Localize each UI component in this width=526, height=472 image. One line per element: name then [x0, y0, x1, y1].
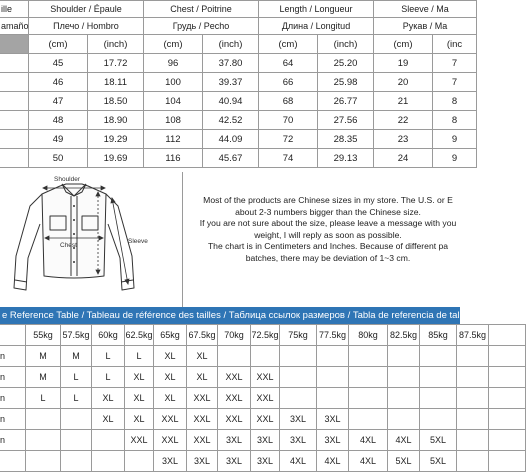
measurement-cell: 96	[144, 54, 203, 73]
table-row	[0, 73, 477, 92]
height-stub-cell: n	[0, 409, 26, 430]
measurement-cell: 37.80	[203, 54, 259, 73]
size-measurement-table	[0, 0, 477, 168]
size-label-cell	[0, 35, 29, 54]
measurement-cell: 64	[259, 54, 318, 73]
shoulder-label: Shoulder	[54, 176, 81, 183]
size-label-cell	[0, 111, 29, 130]
size-cell: 5XL	[420, 430, 457, 451]
measurement-cell: 25.20	[318, 54, 374, 73]
size-cell: XL	[125, 367, 154, 388]
note-line: If you are not sure about the size, please leave a message with you	[199, 218, 457, 229]
table-row	[0, 149, 477, 168]
size-cell	[61, 430, 92, 451]
size-cell: L	[26, 388, 61, 409]
size-cell: 3XL	[218, 430, 251, 451]
size-cell: 3XL	[280, 430, 317, 451]
size-cell: M	[26, 367, 61, 388]
size-cell	[349, 409, 388, 430]
measurement-cell: 7	[433, 73, 477, 92]
note-line: weight, I will reply as soon as possible.	[254, 229, 402, 240]
size-cell: XL	[154, 388, 187, 409]
weight-header-cell: 87.5kg	[457, 325, 489, 346]
length-header: Length / Longueur	[259, 1, 374, 18]
size-cell	[420, 346, 457, 367]
unit-cell: (inch)	[88, 35, 144, 54]
size-cell	[420, 409, 457, 430]
weight-header-cell: 67.5kg	[187, 325, 218, 346]
size-cell: L	[92, 346, 125, 367]
size-cell: XXL	[251, 409, 280, 430]
corner-cell	[0, 325, 26, 346]
size-cell	[349, 346, 388, 367]
size-cell	[349, 367, 388, 388]
weight-header-row	[0, 325, 526, 346]
weight-header-cell: 85kg	[420, 325, 457, 346]
size-cell: XL	[92, 388, 125, 409]
measurement-cell: 104	[144, 92, 203, 111]
size-cell	[317, 367, 349, 388]
size-cell	[489, 430, 526, 451]
size-cell: M	[61, 346, 92, 367]
size-rows	[0, 54, 477, 168]
unit-cell: (cm)	[374, 35, 433, 54]
weight-header-cell: 72.5kg	[251, 325, 280, 346]
size-cell	[26, 451, 61, 472]
size-label-cell	[0, 149, 29, 168]
size-cell: 3XL	[251, 451, 280, 472]
size-cell	[349, 388, 388, 409]
size-cell	[388, 367, 420, 388]
size-cell: XXL	[125, 430, 154, 451]
size-cell: 3XL	[317, 430, 349, 451]
table-row	[0, 130, 477, 149]
size-cell	[457, 451, 489, 472]
measurement-cell: 18.11	[88, 73, 144, 92]
sleeve-header-translated: Рукав / Ma	[374, 18, 477, 35]
shirt-diagram	[0, 172, 183, 307]
size-cell	[61, 451, 92, 472]
size-cell	[92, 451, 125, 472]
size-cell	[489, 451, 526, 472]
size-cell	[92, 430, 125, 451]
size-label-cell	[0, 130, 29, 149]
measurement-cell: 45.67	[203, 149, 259, 168]
size-cell: 3XL	[218, 451, 251, 472]
shoulder-header: Shoulder / Épaule	[29, 1, 144, 18]
measurement-cell: 116	[144, 149, 203, 168]
measurement-cell: 23	[374, 130, 433, 149]
size-header-translated: amaño	[0, 18, 29, 35]
table-row	[0, 54, 477, 73]
table-row	[0, 409, 526, 430]
size-cell	[457, 409, 489, 430]
size-cell: XXL	[218, 367, 251, 388]
weight-header-cell: 65kg	[154, 325, 187, 346]
weight-header-cell: 55kg	[26, 325, 61, 346]
measurement-cell: 21	[374, 92, 433, 111]
measurement-cell: 74	[259, 149, 318, 168]
measurement-cell: 9	[433, 149, 477, 168]
measurement-cell: 29.13	[318, 149, 374, 168]
size-cell: 4XL	[349, 430, 388, 451]
size-header: ille	[0, 1, 29, 18]
table-row	[0, 367, 526, 388]
note-line: about 2-3 numbers bigger than the Chinese size.	[235, 206, 421, 217]
unit-cell: (cm)	[29, 35, 88, 54]
measurement-cell: 8	[433, 111, 477, 130]
size-cell: XL	[187, 367, 218, 388]
measurement-cell: 45	[29, 54, 88, 73]
size-cell	[489, 388, 526, 409]
size-cell	[457, 430, 489, 451]
measurement-cell: 18.50	[88, 92, 144, 111]
size-cell: L	[61, 388, 92, 409]
size-cell	[489, 367, 526, 388]
size-cell	[420, 367, 457, 388]
weight-reference-table	[0, 324, 526, 472]
size-cell: XL	[154, 346, 187, 367]
header-row-translated	[0, 18, 477, 35]
table-row	[0, 111, 477, 130]
measurement-cell: 42.52	[203, 111, 259, 130]
unit-cell: (inch)	[203, 35, 259, 54]
size-cell: XXL	[154, 409, 187, 430]
unit-cell: (inc	[433, 35, 477, 54]
size-cell: XXL	[218, 388, 251, 409]
size-cell	[457, 388, 489, 409]
chest-header: Chest / Poitrine	[144, 1, 259, 18]
size-cell: L	[92, 367, 125, 388]
size-cell	[457, 367, 489, 388]
unit-cell: (inch)	[318, 35, 374, 54]
size-cell	[26, 409, 61, 430]
measurement-cell: 28.35	[318, 130, 374, 149]
size-cell: 4XL	[317, 451, 349, 472]
measurement-cell: 20	[374, 73, 433, 92]
unit-cell: (cm)	[259, 35, 318, 54]
height-stub-cell: n	[0, 388, 26, 409]
shoulder-header-translated: Плечо / Hombro	[29, 18, 144, 35]
measurement-cell: 27.56	[318, 111, 374, 130]
measurement-cell: 24	[374, 149, 433, 168]
height-stub-cell: n	[0, 430, 26, 451]
measurement-cell: 39.37	[203, 73, 259, 92]
size-cell	[489, 346, 526, 367]
size-cell: L	[61, 367, 92, 388]
size-cell: 3XL	[187, 451, 218, 472]
shirt-drawing-icon	[0, 172, 183, 307]
table-row	[0, 430, 526, 451]
size-cell	[489, 409, 526, 430]
chest-label: Chest	[60, 242, 77, 249]
reference-table-title: e Reference Table / Tableau de référence des tailles / Таблица ссылок размеров / Tabla de referencia de tall	[0, 307, 460, 324]
size-cell	[251, 346, 280, 367]
size-cell	[388, 388, 420, 409]
table-row	[0, 451, 526, 472]
size-notes	[183, 195, 473, 265]
size-cell: XL	[154, 367, 187, 388]
measurement-cell: 44.09	[203, 130, 259, 149]
size-cell	[26, 430, 61, 451]
chest-header-translated: Грудь / Pecho	[144, 18, 259, 35]
measurement-cell: 40.94	[203, 92, 259, 111]
measurement-cell: 19.29	[88, 130, 144, 149]
size-cell	[280, 388, 317, 409]
measurement-cell: 26.77	[318, 92, 374, 111]
measurement-cell: 108	[144, 111, 203, 130]
weight-header-cell: 60kg	[92, 325, 125, 346]
size-cell: M	[26, 346, 61, 367]
size-cell: XXL	[187, 409, 218, 430]
size-cell: L	[125, 346, 154, 367]
size-cell: 3XL	[154, 451, 187, 472]
measurement-cell: 8	[433, 92, 477, 111]
size-label-cell	[0, 92, 29, 111]
measurement-cell: 48	[29, 111, 88, 130]
size-cell: 5XL	[420, 451, 457, 472]
measurement-cell: 19.69	[88, 149, 144, 168]
note-line: batches, there may be deviation of 1~3 cm.	[245, 252, 411, 263]
size-cell: XXL	[251, 388, 280, 409]
weight-header-cell: 62.5kg	[125, 325, 154, 346]
size-cell: XL	[125, 388, 154, 409]
measurement-cell: 72	[259, 130, 318, 149]
measurement-cell: 19	[374, 54, 433, 73]
size-cell: 4XL	[349, 451, 388, 472]
size-cell	[61, 409, 92, 430]
sleeve-header: Sleeve / Ma	[374, 1, 477, 18]
measurement-cell: 22	[374, 111, 433, 130]
size-cell	[420, 388, 457, 409]
height-stub-cell: n	[0, 346, 26, 367]
height-stub-cell	[0, 451, 26, 472]
header-row-primary	[0, 1, 477, 18]
measurement-cell: 68	[259, 92, 318, 111]
measurement-cell: 46	[29, 73, 88, 92]
weight-header-cell: 70kg	[218, 325, 251, 346]
size-label-cell	[0, 73, 29, 92]
length-header-translated: Длина / Longitud	[259, 18, 374, 35]
size-cell: 4XL	[280, 451, 317, 472]
weight-header-cell: 80kg	[349, 325, 388, 346]
table-row	[0, 92, 477, 111]
size-cell	[280, 367, 317, 388]
table-row	[0, 346, 526, 367]
measurement-cell: 66	[259, 73, 318, 92]
size-cell	[218, 346, 251, 367]
size-cell	[388, 409, 420, 430]
size-cell: 5XL	[388, 451, 420, 472]
weight-header-cell	[489, 325, 526, 346]
size-cell: XXL	[251, 367, 280, 388]
size-cell	[317, 346, 349, 367]
size-cell: 3XL	[317, 409, 349, 430]
measurement-cell: 70	[259, 111, 318, 130]
units-row	[0, 35, 477, 54]
note-line: The chart is in Centimeters and Inches. Because of different pa	[207, 241, 449, 252]
measurement-cell: 47	[29, 92, 88, 111]
size-label-cell	[0, 54, 29, 73]
size-cell: XXL	[154, 430, 187, 451]
size-cell: XXL	[187, 388, 218, 409]
measurement-cell: 100	[144, 73, 203, 92]
height-stub-cell: n	[0, 367, 26, 388]
measurement-cell: 7	[433, 54, 477, 73]
size-cell: XXL	[218, 409, 251, 430]
measurement-cell: 9	[433, 130, 477, 149]
measurement-cell: 112	[144, 130, 203, 149]
size-cell	[125, 451, 154, 472]
size-cell: XL	[125, 409, 154, 430]
weight-header-cell: 77.5kg	[317, 325, 349, 346]
size-cell	[457, 346, 489, 367]
measurement-cell: 49	[29, 130, 88, 149]
size-cell	[317, 388, 349, 409]
size-cell: XL	[92, 409, 125, 430]
size-cell	[388, 346, 420, 367]
unit-cell: (cm)	[144, 35, 203, 54]
measurement-cell: 17.72	[88, 54, 144, 73]
size-cell: XL	[187, 346, 218, 367]
weight-header-cell: 75kg	[280, 325, 317, 346]
measurement-cell: 25.98	[318, 73, 374, 92]
size-cell: 3XL	[280, 409, 317, 430]
sleeve-label: Sleeve	[128, 238, 148, 245]
size-cell: XXL	[187, 430, 218, 451]
table-row	[0, 388, 526, 409]
size-cell: 3XL	[251, 430, 280, 451]
note-line: Most of the products are Chinese sizes in my store. The U.S. or E	[203, 195, 453, 205]
weight-header-cell: 82.5kg	[388, 325, 420, 346]
size-cell: 4XL	[388, 430, 420, 451]
measurement-cell: 18.90	[88, 111, 144, 130]
size-cell	[280, 346, 317, 367]
weight-header-cell: 57.5kg	[61, 325, 92, 346]
measurement-cell: 50	[29, 149, 88, 168]
